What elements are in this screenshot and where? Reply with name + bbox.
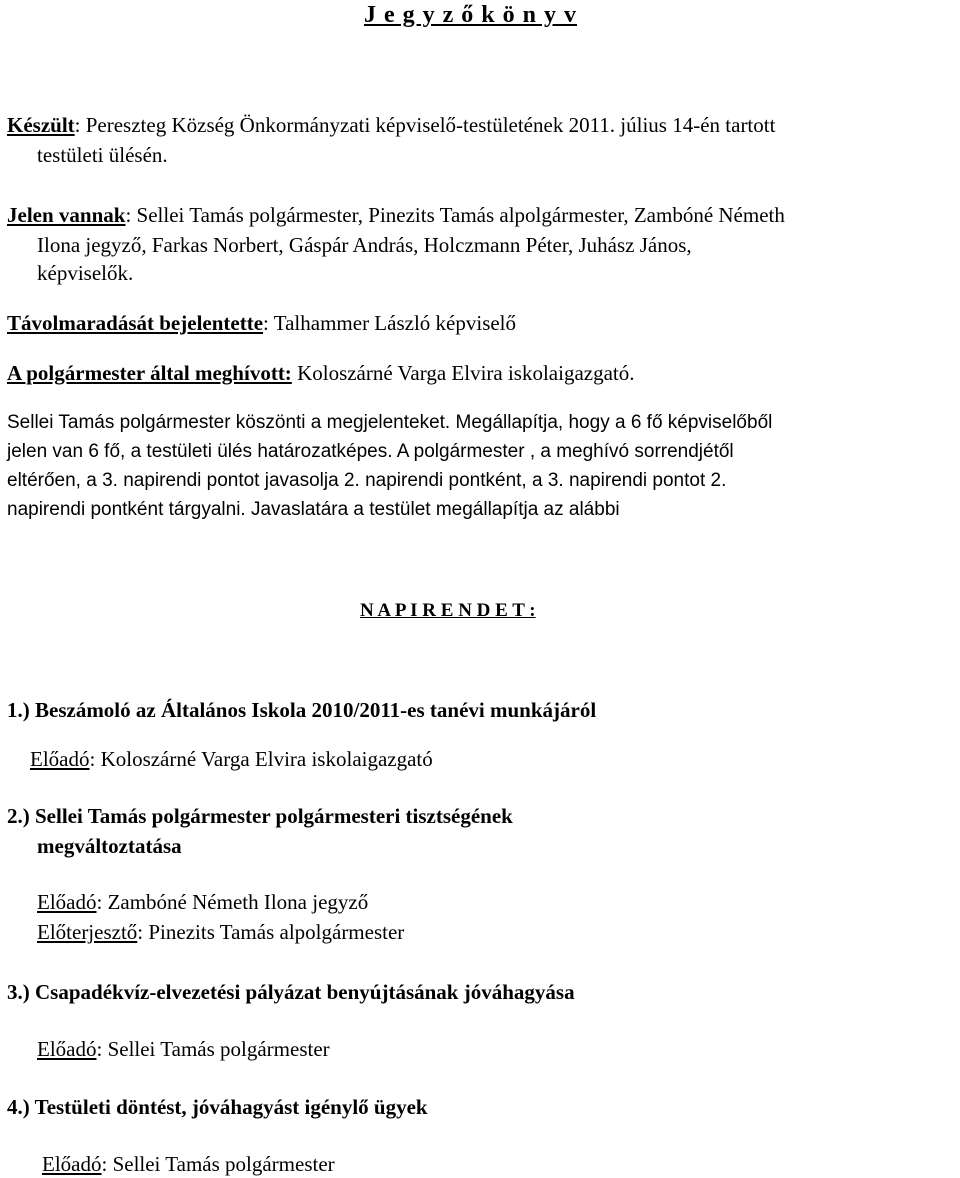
role-label: Előadó xyxy=(37,890,97,914)
jelen-line-3: képviselők. xyxy=(37,261,134,285)
tavol-line xyxy=(7,310,516,336)
item-3-title: 3.) Csapadékvíz-elvezetési pályázat benyújtásának jóváhagyása xyxy=(7,980,575,1004)
role-label: Előadó xyxy=(30,747,90,771)
jelen-line-1 xyxy=(7,202,785,228)
role-label: Előterjesztő xyxy=(37,920,138,944)
keszult-label: Készült xyxy=(7,113,75,137)
napirend-heading: N A P I R E N D E T : xyxy=(360,600,536,621)
document-title: J e g y z ő k ö n y v xyxy=(364,2,577,28)
role-text: : Pinezits Tamás alpolgármester xyxy=(137,920,405,944)
meghivott-label: A polgármester által meghívott: xyxy=(7,361,292,385)
tavol-label: Távolmaradását bejelentette xyxy=(7,311,264,335)
meghivott-text: Koloszárné Varga Elvira iskolaigazgató. xyxy=(291,361,635,385)
jelen-label: Jelen vannak xyxy=(7,203,126,227)
item-4-role-1 xyxy=(42,1151,335,1177)
paragraph-line-3: eltérően, a 3. napirendi pontot javasolja 2. napirendi pontként, a 3. napirendi pontot 2. xyxy=(7,470,727,491)
item-2-role-1 xyxy=(37,889,368,915)
item-1-title: 1.) Beszámoló az Általános Iskola 2010/2011-es tanévi munkájáról xyxy=(7,698,597,722)
role-label: Előadó xyxy=(42,1152,102,1176)
item-2-title-cont: megváltoztatása xyxy=(37,834,182,858)
tavol-text: : Talhammer László képviselő xyxy=(263,311,517,335)
keszult-text: : Pereszteg Község Önkormányzati képviselő-testületének 2011. július 14-én tartott xyxy=(74,113,776,137)
role-text: : Sellei Tamás polgármester xyxy=(96,1037,330,1061)
paragraph-line-2: jelen van 6 fő, a testületi ülés határozatképes. A polgármester , a meghívó sorrendjétől xyxy=(7,441,734,462)
item-2-role-2 xyxy=(37,919,404,945)
item-3-role-1 xyxy=(37,1036,330,1062)
item-2-title: 2.) Sellei Tamás polgármester polgármesteri tisztségének xyxy=(7,804,513,828)
keszult-line-1 xyxy=(7,112,775,138)
role-text: : Koloszárné Varga Elvira iskolaigazgató xyxy=(89,747,433,771)
role-text: : Zambóné Németh Ilona jegyző xyxy=(96,890,369,914)
item-1-role-1 xyxy=(30,746,433,772)
keszult-line-2: testületi ülésén. xyxy=(37,143,168,167)
role-text: : Sellei Tamás polgármester xyxy=(101,1152,335,1176)
paragraph-line-4: napirendi pontként tárgyalni. Javaslatára a testület megállapítja az alábbi xyxy=(7,499,620,520)
meghivott-line xyxy=(7,360,635,386)
item-4-title: 4.) Testületi döntést, jóváhagyást igénylő ügyek xyxy=(7,1095,428,1119)
role-label: Előadó xyxy=(37,1037,97,1061)
jelen-text: : Sellei Tamás polgármester, Pinezits Tamás alpolgármester, Zambóné Németh xyxy=(125,203,785,227)
paragraph-line-1: Sellei Tamás polgármester köszönti a megjelenteket. Megállapítja, hogy a 6 fő képviselőből xyxy=(7,412,773,433)
jelen-line-2: Ilona jegyző, Farkas Norbert, Gáspár András, Holczmann Péter, Juhász János, xyxy=(37,233,692,257)
